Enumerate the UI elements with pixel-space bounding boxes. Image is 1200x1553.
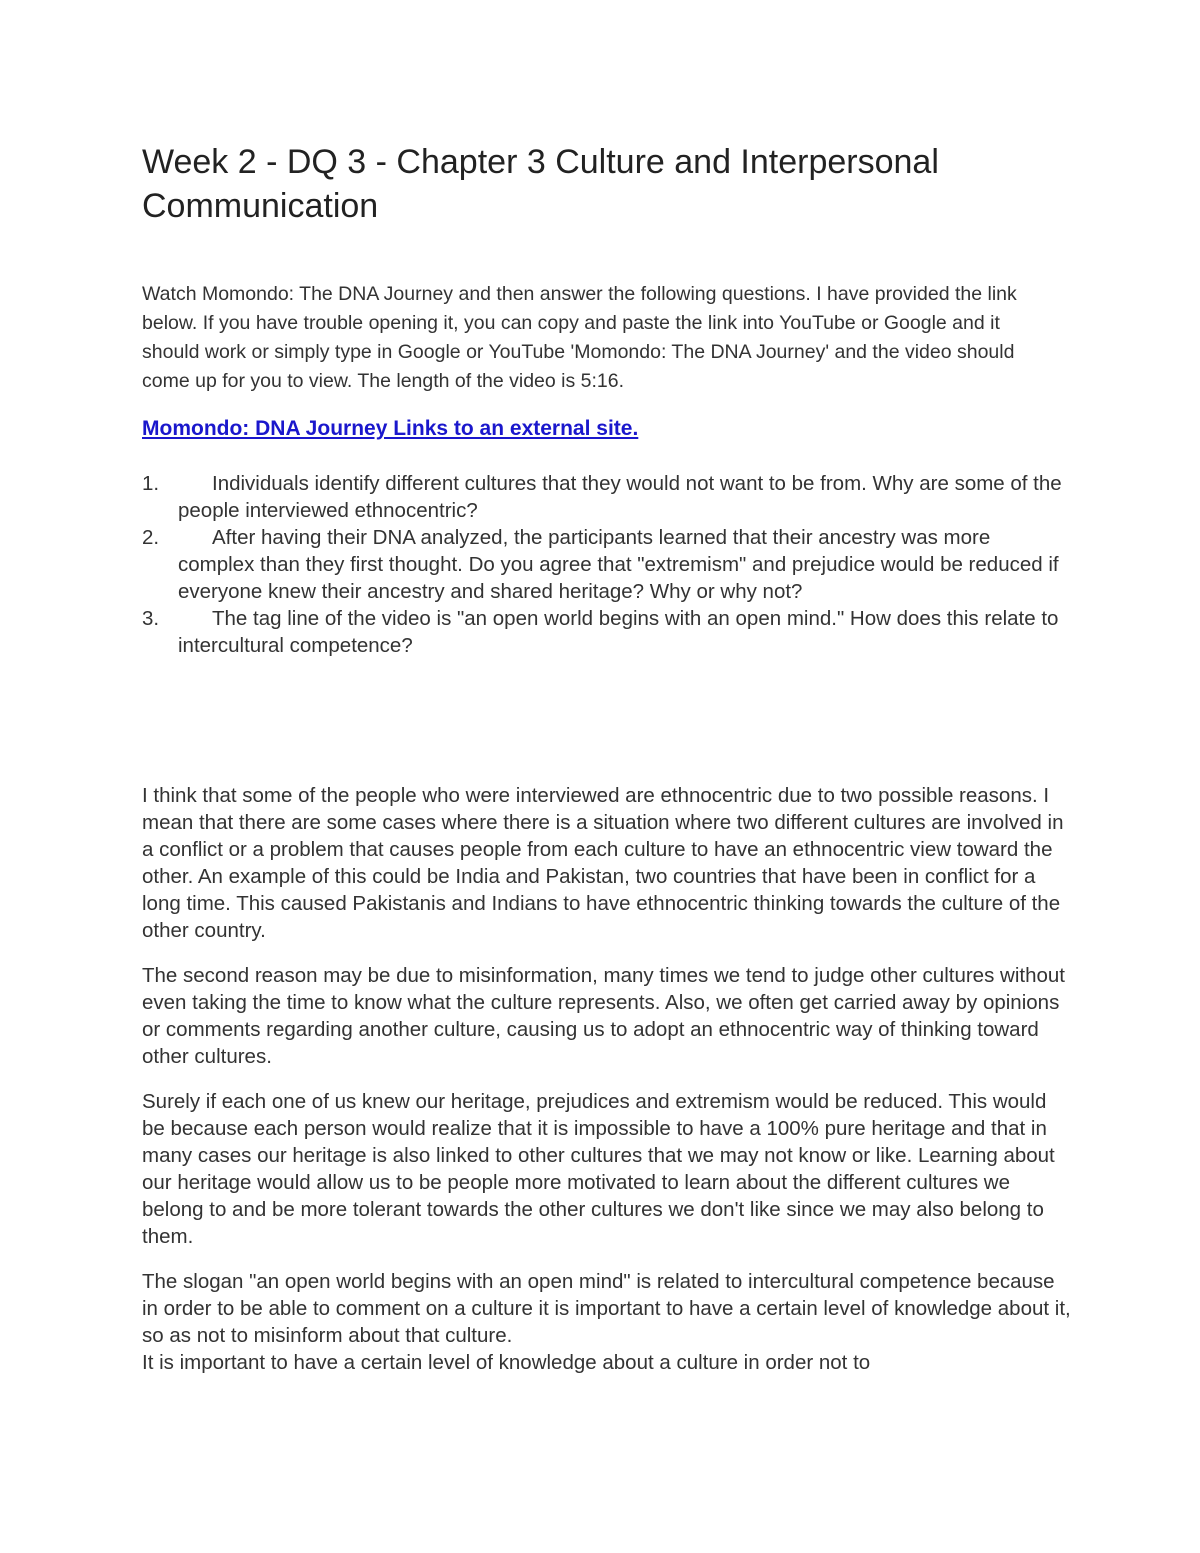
- question-number: 3.: [142, 607, 160, 630]
- question-text: The tag line of the video is "an open world begins with an open mind." How does this relate to intercultural competence?: [178, 607, 1059, 657]
- answer-paragraph: I think that some of the people who were interviewed are ethnocentric due to two possible reasons. I mean that there are some cases where there is a situation where two different cultures are involved in a conflict or a problem that causes people from each culture to have an ethnocentric view toward the other. An example of this could be India and Pakistan, two countries that have been in conflict for a long time. This caused Pakistanis and Indians to have ethnocentric thinking towards the culture of the other country.: [142, 784, 1064, 942]
- question-text: Individuals identify different cultures that they would not want to be from. Why are some of the people interviewed ethnocentric?: [178, 472, 1062, 522]
- page-title: Week 2 - DQ 3 - Chapter 3 Culture and Interpersonal Communication: [142, 143, 939, 225]
- question-item: [142, 605, 1062, 659]
- question-list: [142, 470, 1062, 659]
- answer-section: [142, 782, 1072, 1394]
- question-item: [142, 524, 1062, 605]
- question-text: After having their DNA analyzed, the participants learned that their ancestry was more complex than they first thought. Do you agree that "extremism" and prejudice would be reduced if everyone knew their ancestry and shared heritage? Why or why not?: [178, 526, 1059, 603]
- answer-paragraph: The slogan "an open world begins with an open mind" is related to intercultural competence because in order to be able to comment on a culture it is important to have a certain level of knowledge about it, so as not to misinform about that culture.: [142, 1270, 1071, 1347]
- intro-paragraph: Watch Momondo: The DNA Journey and then answer the following questions. I have provided the link below. If you have trouble opening it, you can copy and paste the link into YouTube or Google and it should work or simply type in Google or YouTube 'Momondo: The DNA Journey' and the video should come up for you to view. The length of the video is 5:16.: [142, 283, 1017, 392]
- momondo-video-link[interactable]: Momondo: DNA Journey Links to an external site.: [142, 417, 639, 440]
- question-number: 2.: [142, 526, 160, 549]
- answer-paragraph: It is important to have a certain level of knowledge about a culture in order not to: [142, 1351, 871, 1374]
- question-item: [142, 470, 1062, 524]
- answer-paragraph: The second reason may be due to misinformation, many times we tend to judge other cultures without even taking the time to know what the culture represents. Also, we often get carried away by opinions or comments regarding another culture, causing us to adopt an ethnocentric way of thinking toward other cultures.: [142, 964, 1065, 1068]
- question-number: 1.: [142, 472, 160, 495]
- answer-paragraph: Surely if each one of us knew our heritage, prejudices and extremism would be reduced. This would be because each person would realize that it is impossible to have a 100% pure heritage and that in many cases our heritage is also linked to other cultures that we may not know or like. Learning about our heritage would allow us to be people more motivated to learn about the different cultures we belong to and be more tolerant towards the other cultures we don't like since we may also belong to them.: [142, 1090, 1055, 1248]
